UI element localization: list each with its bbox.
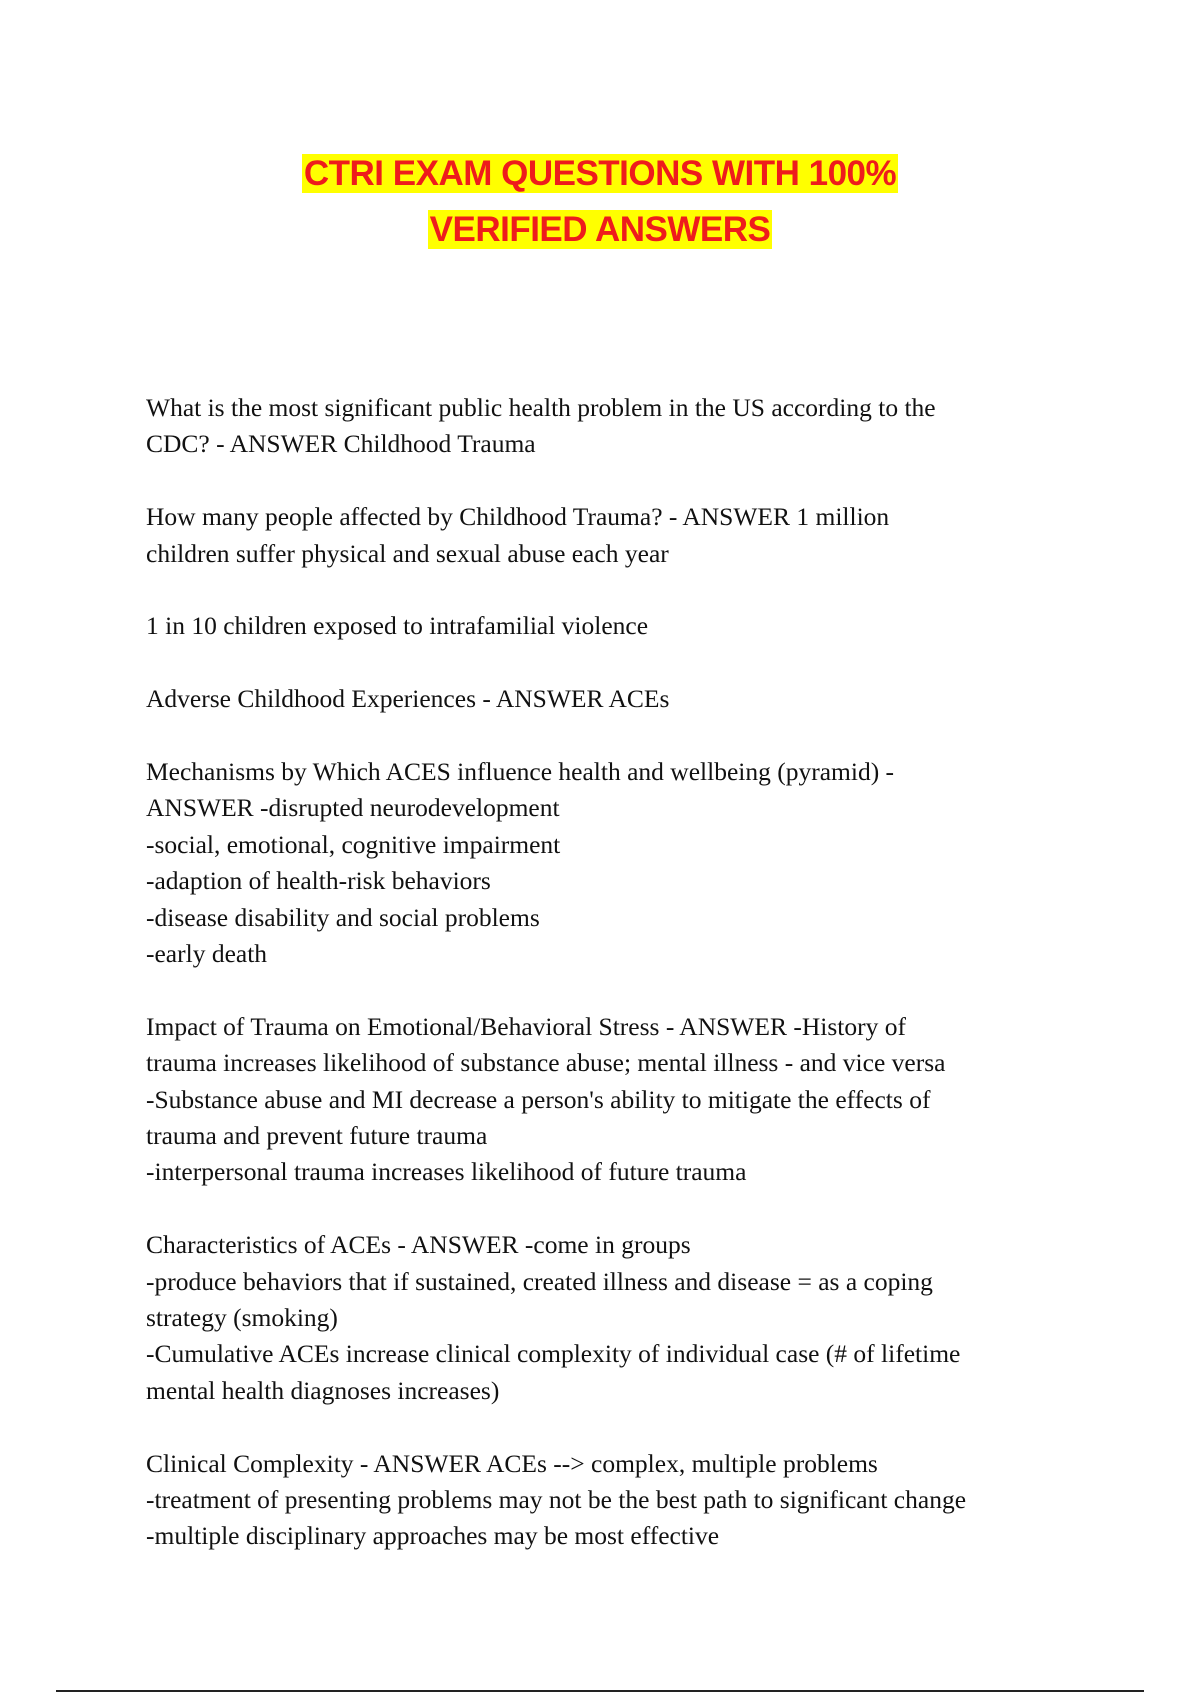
qa-entry — [146, 608, 1066, 644]
qa-line: -Cumulative ACEs increase clinical complexity of individual case (# of lifetime — [146, 1339, 961, 1369]
qa-line: trauma and prevent future trauma — [146, 1121, 488, 1151]
qa-line: -multiple disciplinary approaches may be most effective — [146, 1521, 720, 1551]
qa-line: children suffer physical and sexual abuse each year — [146, 538, 669, 568]
qa-entry — [146, 499, 1066, 572]
qa-line: -early death — [146, 939, 268, 969]
qa-entry — [146, 754, 1066, 972]
qa-line: CDC? - ANSWER Childhood Trauma — [146, 429, 536, 459]
page-bottom-rule — [56, 1690, 1144, 1692]
qa-line: Adverse Childhood Experiences - ANSWER ACEs — [146, 684, 670, 714]
title-line-2: VERIFIED ANSWERS — [429, 210, 771, 249]
qa-list — [146, 390, 1066, 1591]
qa-line: How many people affected by Childhood Trauma? - ANSWER 1 million — [146, 502, 890, 532]
qa-line: Mechanisms by Which ACES influence health and wellbeing (pyramid) - — [146, 757, 895, 786]
qa-entry — [146, 1227, 1066, 1409]
title-line-1: CTRI EXAM QUESTIONS WITH 100% — [303, 154, 897, 193]
qa-entry — [146, 1009, 1066, 1191]
document-title — [0, 146, 1200, 258]
qa-line: 1 in 10 children exposed to intrafamilial violence — [146, 611, 649, 641]
qa-line: Characteristics of ACEs - ANSWER -come in groups — [146, 1230, 691, 1260]
qa-line: -produce behaviors that if sustained, created illness and disease = as a coping — [146, 1266, 933, 1296]
qa-line: strategy (smoking) — [146, 1303, 338, 1333]
qa-line: -adaption of health-risk behaviors — [146, 866, 491, 896]
qa-entry — [146, 681, 1066, 717]
qa-line: -social, emotional, cognitive impairment — [146, 829, 561, 859]
qa-line: -interpersonal trauma increases likelihood of future trauma — [146, 1157, 747, 1187]
qa-line: -Substance abuse and MI decrease a person's ability to mitigate the effects of — [146, 1084, 931, 1114]
qa-line: mental health diagnoses increases) — [146, 1375, 500, 1405]
qa-line: -treatment of presenting problems may not be the best path to significant change — [146, 1485, 967, 1515]
qa-entry — [146, 1446, 1066, 1555]
qa-line: Clinical Complexity - ANSWER ACEs --> complex, multiple problems — [146, 1448, 878, 1478]
qa-line: -disease disability and social problems — [146, 902, 540, 932]
qa-line: What is the most significant public health problem in the US according to the — [146, 393, 936, 422]
qa-line: Impact of Trauma on Emotional/Behavioral Stress - ANSWER -History of — [146, 1011, 906, 1041]
qa-entry — [146, 390, 1066, 463]
qa-line: ANSWER -disrupted neurodevelopment — [146, 793, 560, 823]
qa-line: trauma increases likelihood of substance abuse; mental illness - and vice versa — [146, 1048, 946, 1078]
